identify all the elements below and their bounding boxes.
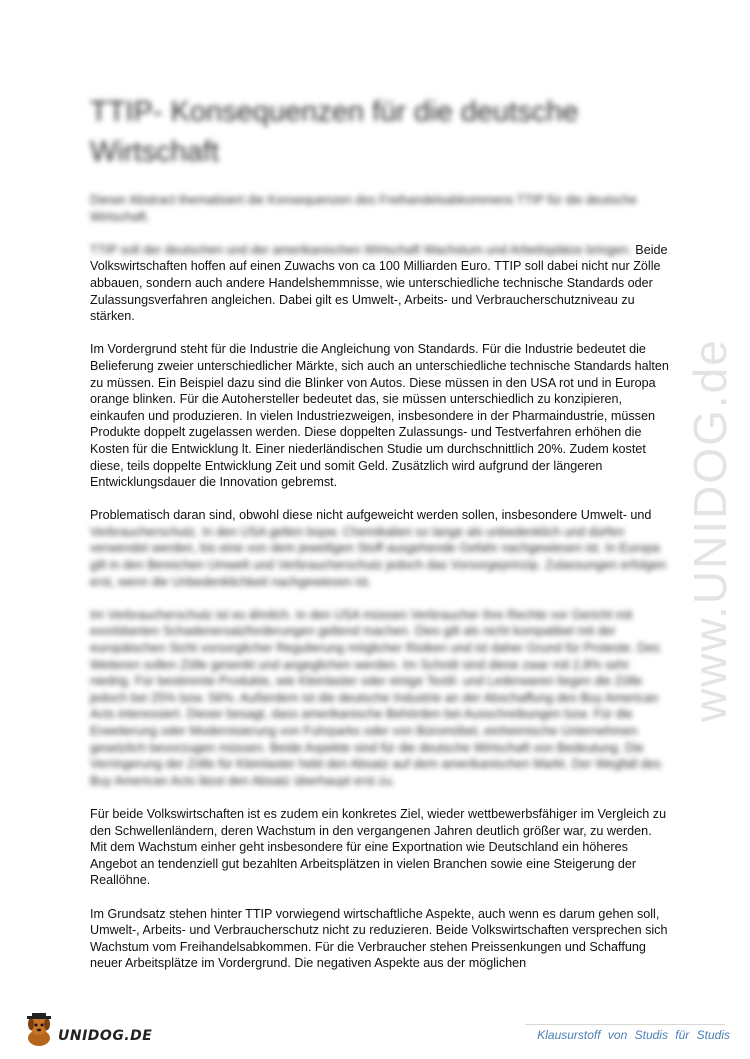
logo-text: UNIDOG.DE xyxy=(58,1028,153,1044)
paragraph-1-blurred-lead: TTIP soll der deutschen und der amerikanischen Wirtschaft Wachstum und Arbeitsplätze bringen. xyxy=(90,242,632,257)
paragraph-1 xyxy=(90,242,670,325)
unidog-logo xyxy=(22,1008,162,1048)
watermark: www.UNIDOG.de xyxy=(684,338,736,722)
footer-tagline: Klausurstoff von Studis für Studis xyxy=(537,1028,730,1042)
footer-divider xyxy=(525,1024,725,1025)
paragraph-4: Im Verbraucherschutz ist es ähnlich. In den USA müssen Verbraucher ihre Rechte vor Gericht mit exorbitanten Schadenersatzforderungen geltend machen. Dies gilt als nicht kompatibel mit der europäischen Sicht vorsorglicher Regulierung möglicher Risiken und ist daher Grund für Proteste. Des Weiteren sollen Zölle gesenkt und angeglichen werden. Im Schnitt sind diese zwar mit 2,8% sehr niedrig. Für bestimmte Produkte, wie Kleinlaster oder einige Textil- und Lederwaren liegen die Zölle jedoch bei 25% bzw. 56%. Außerdem ist die deutsche Industrie an der Abschaffung des Buy American Acts interessiert. Dieser besagt, dass amerikanische Behörden bei Ausschreibungen bzw. Für die Erweiterung oder Modernisierung von Fuhrparks oder von Büromöbel, einheimische Unternehmen gesetzlich bevorzugen müssen. Beide Aspekte sind für die deutsche Wirtschaft von Bedeutung. Die Verringerung der Zölle für Kleinlaster hebt den Absatz auf dem amerikanischen Markt. Der Wegfall des Buy American Acts lässt den Absatz überhaupt erst zu. xyxy=(90,607,661,788)
paragraph-3-blurred: Verbraucherschutz. In den USA gelten bspw. Chemikalien so lange als unbedenklich und dürfen verwendet werden, bis eine von dem jeweiligen Stoff ausgehende Gefahr nachgewiesen ist. In Europa gilt in den Bereichen Umwelt und Verbraucherschutz jedoch das Vorsorgeprinzip. Zulassungen erfolgen erst, wenn die Unbedenklichkeit nachgewiesen ist. xyxy=(90,524,667,589)
document-title: TTIP- Konsequenzen für die deutsche Wirtschaft xyxy=(90,96,579,168)
paragraph-1-text: Beide Volkswirtschaften hoffen auf einen Zuwachs von ca 100 Milliarden Euro. TTIP soll dabei nicht nur Zölle abbauen, sondern auch andere Handelshemmnisse, wie unterschiedliche technische Standards oder Zulassungsverfahren angleichen. Dabei gilt es Umwelt-, Arbeits- und Verbraucherschutzniveau zu stärken. xyxy=(90,242,668,324)
paragraph-3 xyxy=(90,507,670,590)
paragraph-2: Im Vordergrund steht für die Industrie die Angleichung von Standards. Für die Industrie bedeutet die Belieferung zweier unterschiedlicher Märkte, sich auch an unterschiedliche technische Standards halten zu müssen. Ein Beispiel dazu sind die Blinker von Autos. Diese müssen in den USA rot und in Europa orange blinken. Für die Autohersteller bedeutet das, sie müssen unterschiedlich zu konzipieren, einkaufen und produzieren. In vielen Industriezweigen, insbesondere in der Pharmaindustrie, müssen Produkte doppelt zugelassen werden. Diese doppelten Zulassungs- und Testverfahren erhöhen die Kosten für die Entwicklung lt. Einer niederländischen Studie um durchschnittlich 20%. Zudem kostet diese, teils doppelte Entwicklung Zeit und somit Geld. Zusätzlich wird aufgrund der längeren Entwicklungsdauer die Innovation gebremst. xyxy=(90,342,669,490)
abstract-paragraph: Dieser Abstract thematisiert die Konsequenzen des Freihandelsabkommens TTIP für die deutsche Wirtschaft. xyxy=(90,193,637,224)
dog-mascot-icon xyxy=(22,1012,56,1048)
document-body xyxy=(90,192,670,989)
paragraph-5: Für beide Volkswirtschaften ist es zudem ein konkretes Ziel, wieder wettbewerbsfähiger im Vergleich zu den Schwellenländern, deren Wachstum in den vergangenen Jahren deutlich größer war, zu werden. Mit dem Wachstum einher geht insbesondere für eine Exportnation wie Deutschland ein höheres Angebot an tendenziell gut bezahlten Arbeitsplätzen in vielen Branchen sowie eine Steigerung der Reallöhne. xyxy=(90,806,667,888)
paragraph-6: Im Grundsatz stehen hinter TTIP vorwiegend wirtschaftliche Aspekte, auch wenn es darum gehen soll, Umwelt-, Arbeits- und Verbraucherschutz nicht zu reduzieren. Beide Volkswirtschaften versprechen sich Wachstum vom Freihandelsabkommen. Für die Verbraucher stehen Preissenkungen und Schaffung neuer Arbeitsplätze im Vordergrund. Die negativen Aspekte aus der möglichen xyxy=(90,906,668,971)
paragraph-3-text: Problematisch daran sind, obwohl diese nicht aufgeweicht werden sollen, insbesondere Umwelt- und xyxy=(90,508,652,523)
